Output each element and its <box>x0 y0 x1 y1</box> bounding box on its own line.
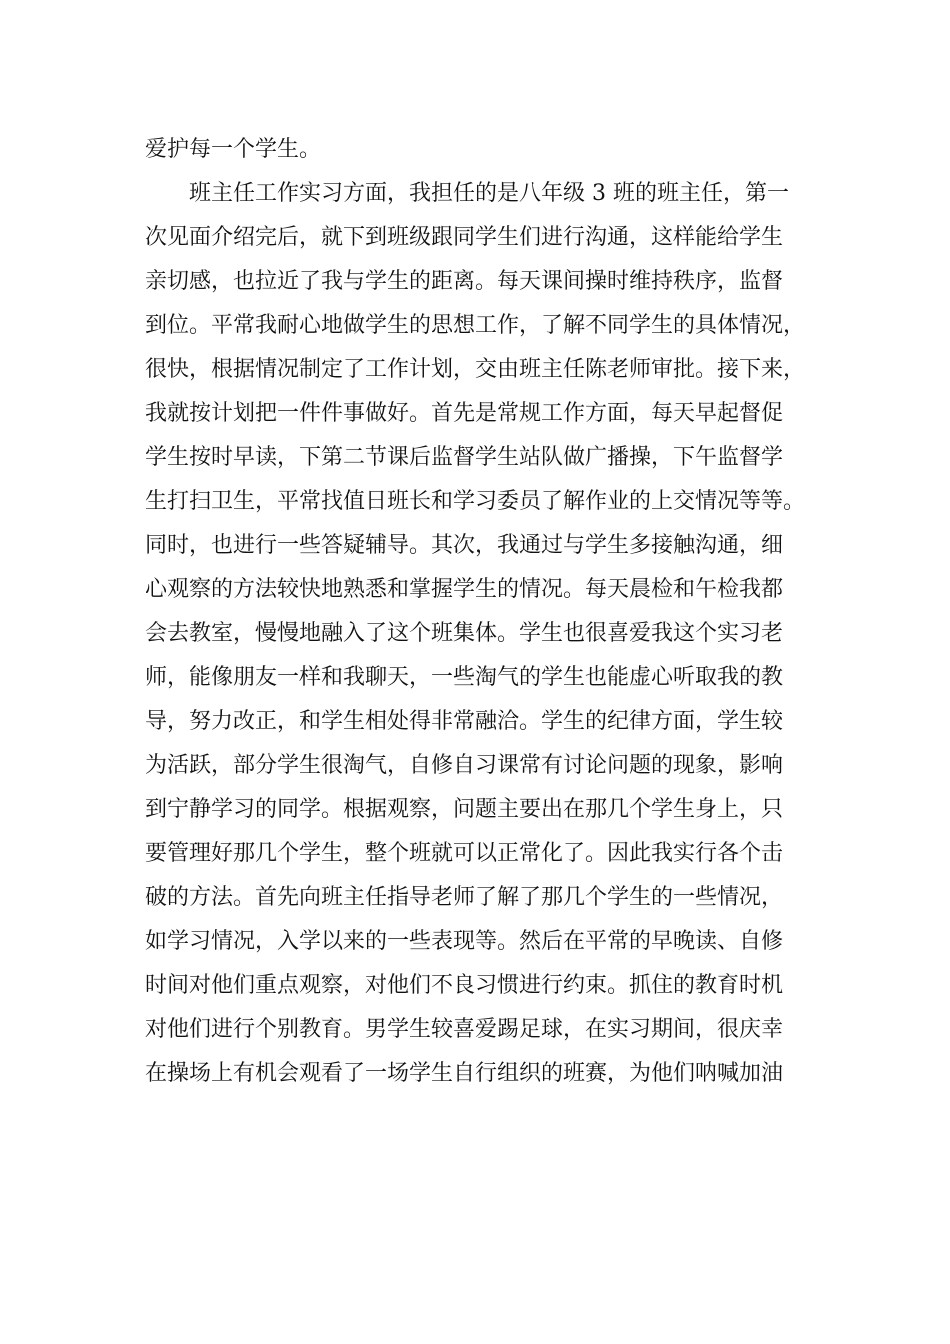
text-line: 在操场上有机会观看了一场学生自行组织的班赛，为他们呐喊加油 <box>145 1061 784 1086</box>
text-line: 很快，根据情况制定了工作计划，交由班主任陈老师审批。接下来， <box>145 357 806 382</box>
text-line: 生打扫卫生，平常找值日班长和学习委员了解作业的上交情况等等。 <box>145 489 806 514</box>
text-line: 时间对他们重点观察，对他们不良习惯进行约束。抓住的教育时机 <box>145 973 784 998</box>
text-line: 对他们进行个别教育。男学生较喜爱踢足球，在实习期间，很庆幸 <box>145 1017 784 1042</box>
text-line: 到位。平常我耐心地做学生的思想工作，了解不同学生的具体情况， <box>145 313 806 338</box>
text-line: 同时，也进行一些答疑辅导。其次，我通过与学生多接触沟通，细 <box>145 533 784 558</box>
text-line: 亲切感，也拉近了我与学生的距离。每天课间操时维持秩序，监督 <box>145 269 784 294</box>
text-line: 我就按计划把一件件事做好。首先是常规工作方面，每天早起督促 <box>145 401 784 426</box>
text-line: 为活跃，部分学生很淘气，自修自习课常有讨论问题的现象，影响 <box>145 753 784 778</box>
text-line: 心观察的方法较快地熟悉和掌握学生的情况。每天晨检和午检我都 <box>145 577 784 602</box>
text-line: 如学习情况，入学以来的一些表现等。然后在平常的早晚读、自修 <box>145 929 784 954</box>
text-line: 要管理好那几个学生，整个班就可以正常化了。因此我实行各个击 <box>145 841 784 866</box>
text-line: 导，努力改正，和学生相处得非常融洽。学生的纪律方面，学生较 <box>145 709 784 734</box>
text-line: 班主任工作实习方面，我担任的是八年级 3 班的班主任，第一 <box>145 181 789 206</box>
text-line: 到宁静学习的同学。根据观察，问题主要出在那几个学生身上，只 <box>145 797 784 822</box>
text-line: 爱护每一个学生。 <box>145 137 322 162</box>
text-line: 学生按时早读，下第二节课后监督学生站队做广播操，下午监督学 <box>145 445 784 470</box>
text-line: 破的方法。首先向班主任指导老师了解了那几个学生的一些情况， <box>145 885 784 910</box>
text-line: 会去教室，慢慢地融入了这个班集体。学生也很喜爱我这个实习老 <box>145 621 784 646</box>
text-line: 师，能像朋友一样和我聊天，一些淘气的学生也能虚心听取我的教 <box>145 665 784 690</box>
text-line: 次见面介绍完后，就下到班级跟同学生们进行沟通，这样能给学生 <box>145 225 784 250</box>
